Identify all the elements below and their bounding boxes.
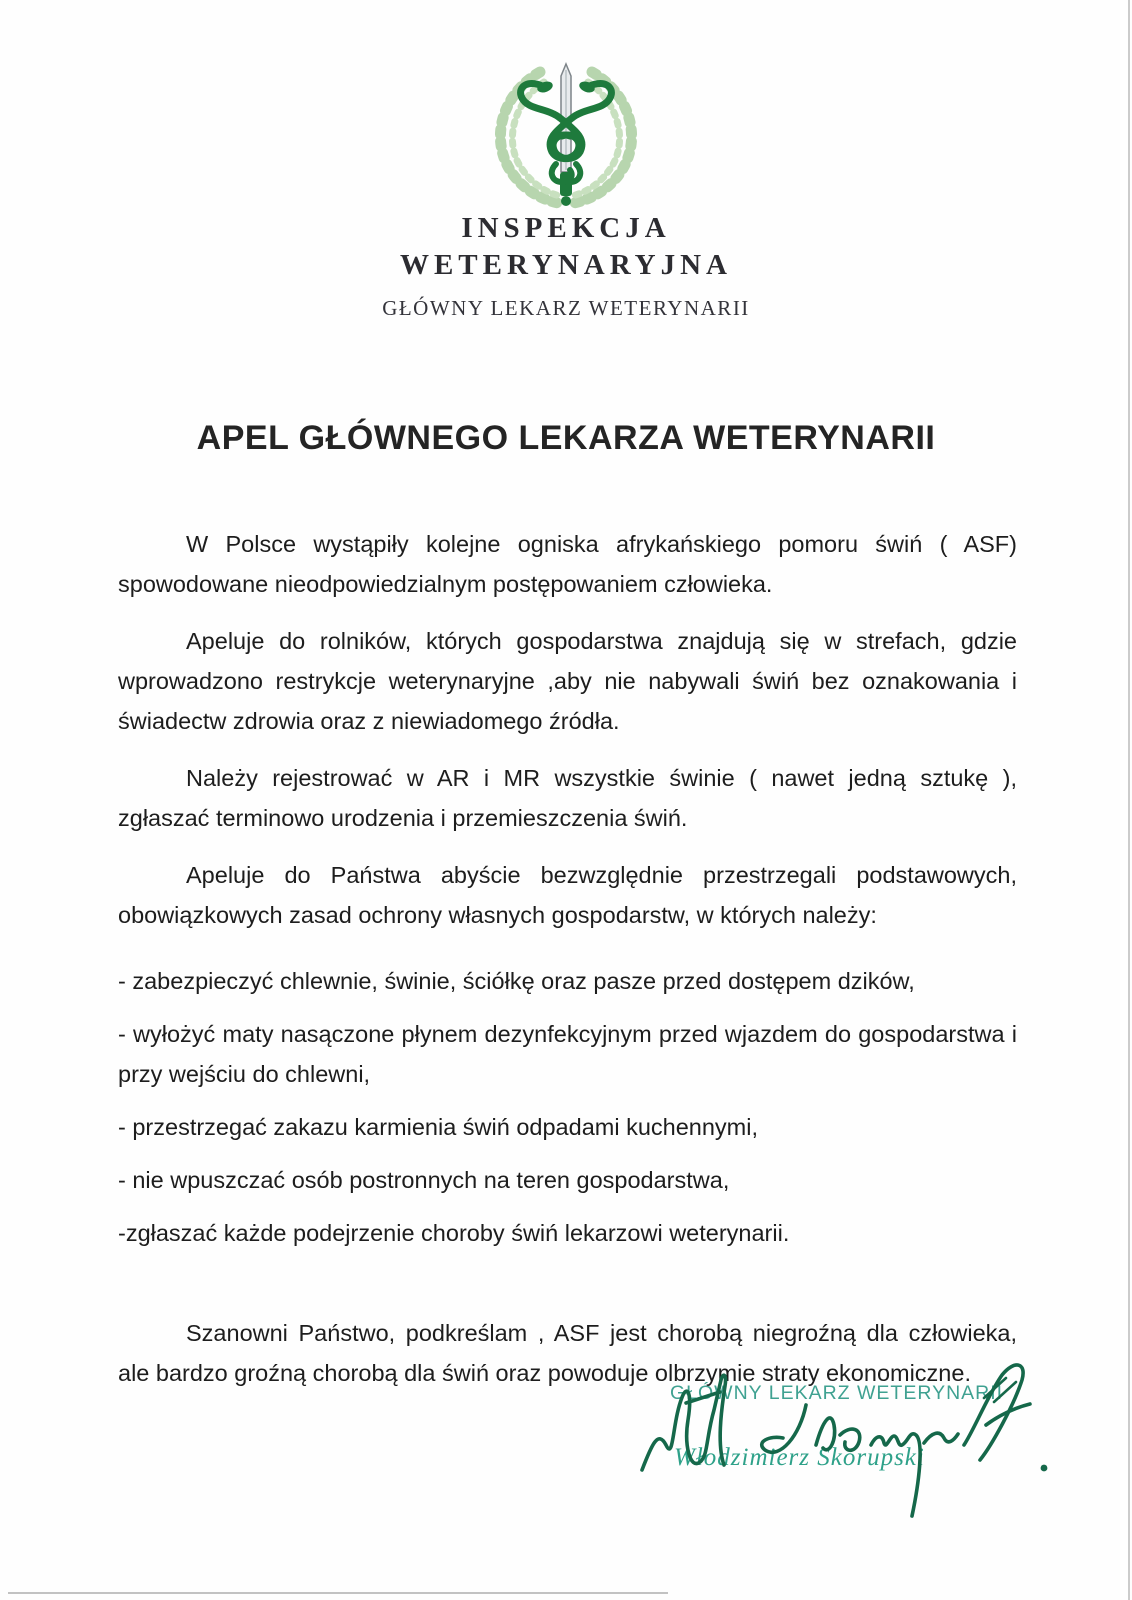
document-title: APEL GŁÓWNEGO LEKARZA WETERYNARII — [196, 419, 936, 457]
bullet-item: - wyłożyć maty nasączone płynem dezynfekcyjnym przed wjazdem do gospodarstwa i przy wejściu do chlewni, — [118, 1021, 1017, 1087]
bullet-item: -zgłaszać każde podejrzenie choroby świń lekarzowi weterynarii. — [118, 1220, 790, 1246]
paragraph-registration: Należy rejestrować w AR i MR wszystkie świnie ( nawet jedną sztukę ), zgłaszać terminowo urodzenia i przemieszczenia świń. — [118, 765, 1017, 831]
paragraph-closing: Szanowni Państwo, podkreślam , ASF jest chorobą niegroźną dla człowieka, ale bardzo groźną chorobą dla świń oraz powoduje olbrzymie straty ekonomiczne. — [118, 1320, 1017, 1386]
veterinary-inspection-emblem — [0, 60, 1132, 210]
org-name-line1: INSPEKCJA — [461, 212, 671, 244]
scan-artifact-bottom-line — [8, 1592, 668, 1594]
stamp-name: Włodzimierz Skorupski — [674, 1444, 925, 1471]
bullet-item: - nie wpuszczać osób postronnych na teren gospodarstwa, — [118, 1167, 730, 1193]
stamp-title: GŁÓWNY LEKARZ WETERYNARII — [670, 1382, 1004, 1404]
bullet-item: - przestrzegać zakazu karmienia świń odpadami kuchennymi, — [118, 1114, 759, 1140]
paragraph-appeal-farmers: Apeluje do rolników, których gospodarstwa znajdują się w strefach, gdzie wprowadzono restrykcje weterynaryjne ,aby nie nabywali świń bez oznakowania i świadectw zdrowia oraz z niewiadomego źródła. — [118, 628, 1017, 734]
paragraph-intro: W Polsce wystąpiły kolejne ogniska afrykańskiego pomoru świń ( ASF) spowodowane nieodpowiedzialnym postępowaniem człowieka. — [118, 531, 1017, 597]
letter-body — [118, 524, 1017, 1393]
signature-block — [628, 1348, 1068, 1528]
handwritten-signature — [628, 1348, 1068, 1528]
signature-period-dot — [1041, 1465, 1048, 1472]
caduceus-sword-wreath-icon — [482, 60, 650, 210]
paragraph-rules-lead-in: Apeluje do Państwa abyście bezwzględnie przestrzegali podstawowych, obowiązkowych zasad ochrony własnych gospodarstw, w których należy: — [118, 862, 1017, 928]
org-subtitle: GŁÓWNY LEKARZ WETERYNARII — [382, 296, 750, 320]
scan-artifact-right-edge — [1128, 0, 1130, 1600]
bullet-item: - zabezpieczyć chlewnie, świnie, ściółkę oraz pasze przed dostępem dzików, — [118, 968, 915, 994]
letterhead — [0, 0, 1132, 321]
org-name-line2: WETERYNARYJNA — [399, 249, 733, 281]
